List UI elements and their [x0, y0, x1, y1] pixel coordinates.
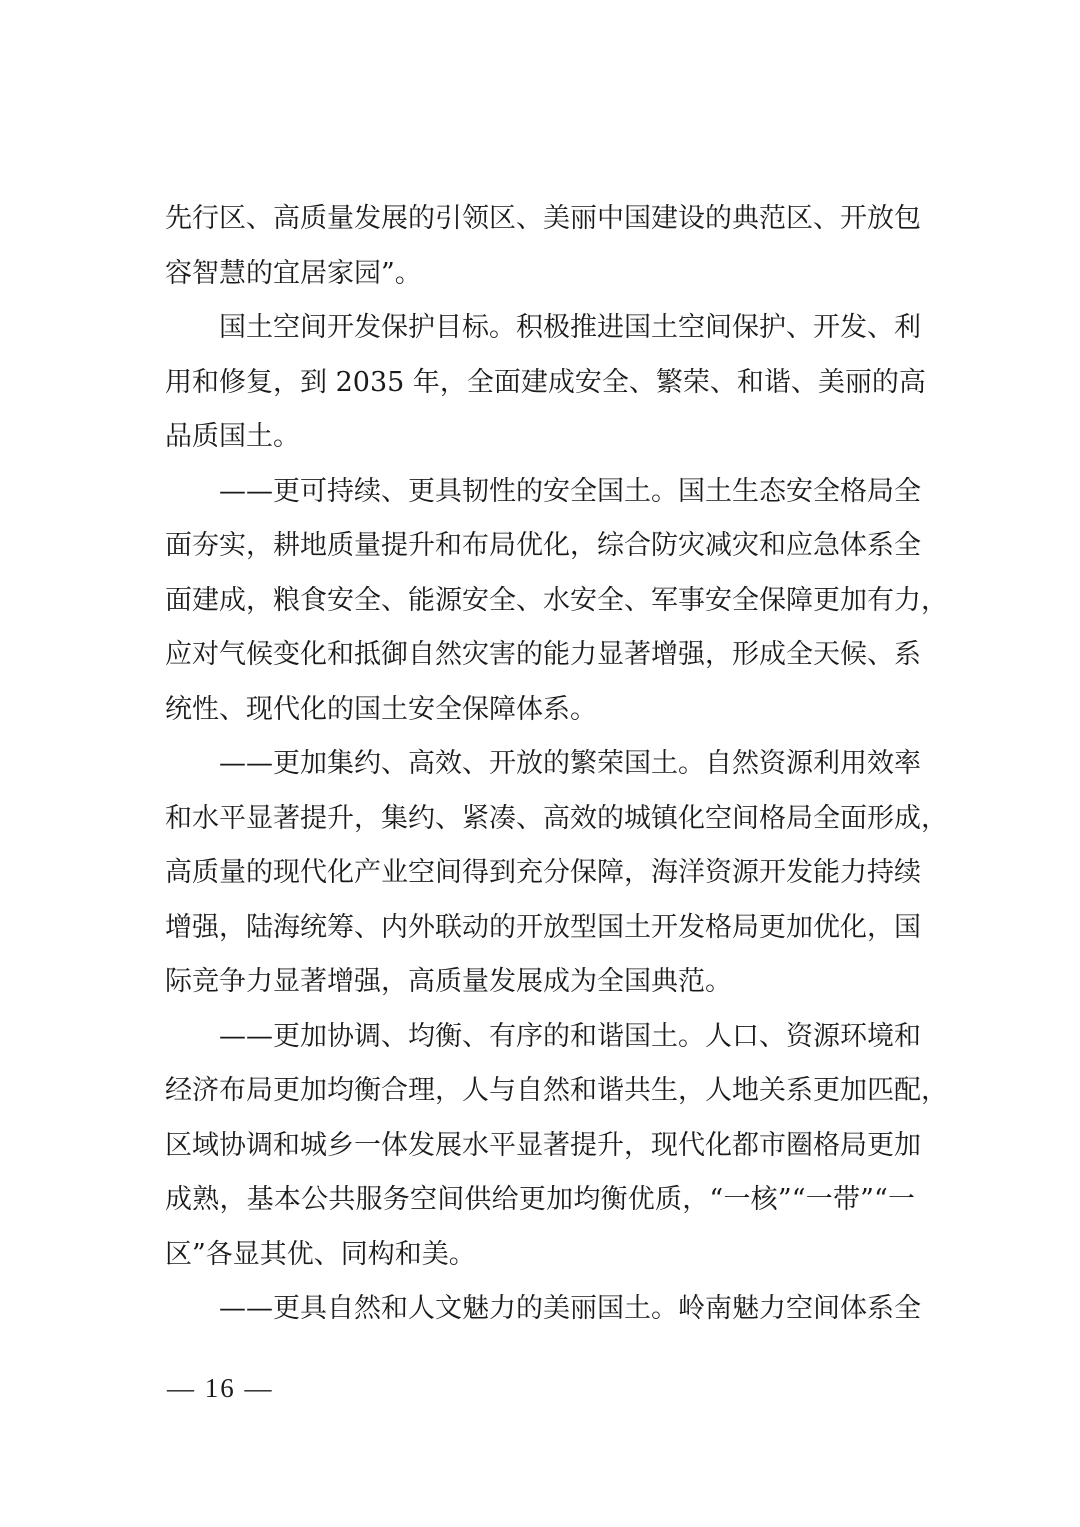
page-number: — 16 —: [167, 1373, 274, 1403]
text-line: 品质国土。: [165, 421, 300, 452]
text-line: 统性、现代化的国土安全保障体系。: [165, 693, 597, 725]
text-line: ——更可持续、更具韧性的安全国土。国土生态安全格局全: [165, 475, 921, 507]
text-line: 面建成，粮食安全、能源安全、水安全、军事安全保障更加有力，: [165, 584, 948, 616]
text-line: 区域协调和城乡一体发展水平显著提升，现代化都市圈格局更加: [165, 1129, 921, 1161]
text-line: 国土空间开发保护目标。积极推进国土空间保护、开发、利: [165, 312, 921, 343]
text-line: 区”各显其优、同构和美。: [165, 1238, 476, 1270]
text-line: 成熟，基本公共服务空间供给更加均衡优质，“一核”“一带”“一: [165, 1184, 915, 1215]
text-line: 高质量的现代化产业空间得到充分保障，海洋资源开发能力持续: [165, 857, 921, 888]
text-line: 容智慧的宜居家园”。: [165, 257, 422, 289]
text-line: 和水平显著提升，集约、紧凑、高效的城镇化空间格局全面形成，: [165, 802, 948, 834]
text-line: ——更具自然和人文魅力的美丽国土。岭南魅力空间体系全: [165, 1293, 921, 1324]
text-line: ——更加集约、高效、开放的繁荣国土。自然资源利用效率: [165, 748, 921, 779]
text-line: 用和修复，到 2035 年，全面建成安全、繁荣、和谐、美丽的高: [165, 366, 926, 398]
text-line: ——更加协调、均衡、有序的和谐国土。人口、资源环境和: [165, 1020, 921, 1052]
text-line: 面夯实，耕地质量提升和布局优化，综合防灾减灾和应急体系全: [165, 530, 921, 561]
text-line: 应对气候变化和抵御自然灾害的能力显著增强，形成全天候、系: [165, 639, 921, 670]
text-line: 经济布局更加均衡合理，人与自然和谐共生，人地关系更加匹配，: [165, 1075, 948, 1106]
text-line: 际竞争力显著增强，高质量发展成为全国典范。: [165, 966, 732, 997]
body-text: [165, 192, 948, 1337]
text-line: 先行区、高质量发展的引领区、美丽中国建设的典范区、开放包: [165, 203, 921, 234]
text-line: 增强，陆海统筹、内外联动的开放型国土开发格局更加优化，国: [165, 911, 921, 943]
